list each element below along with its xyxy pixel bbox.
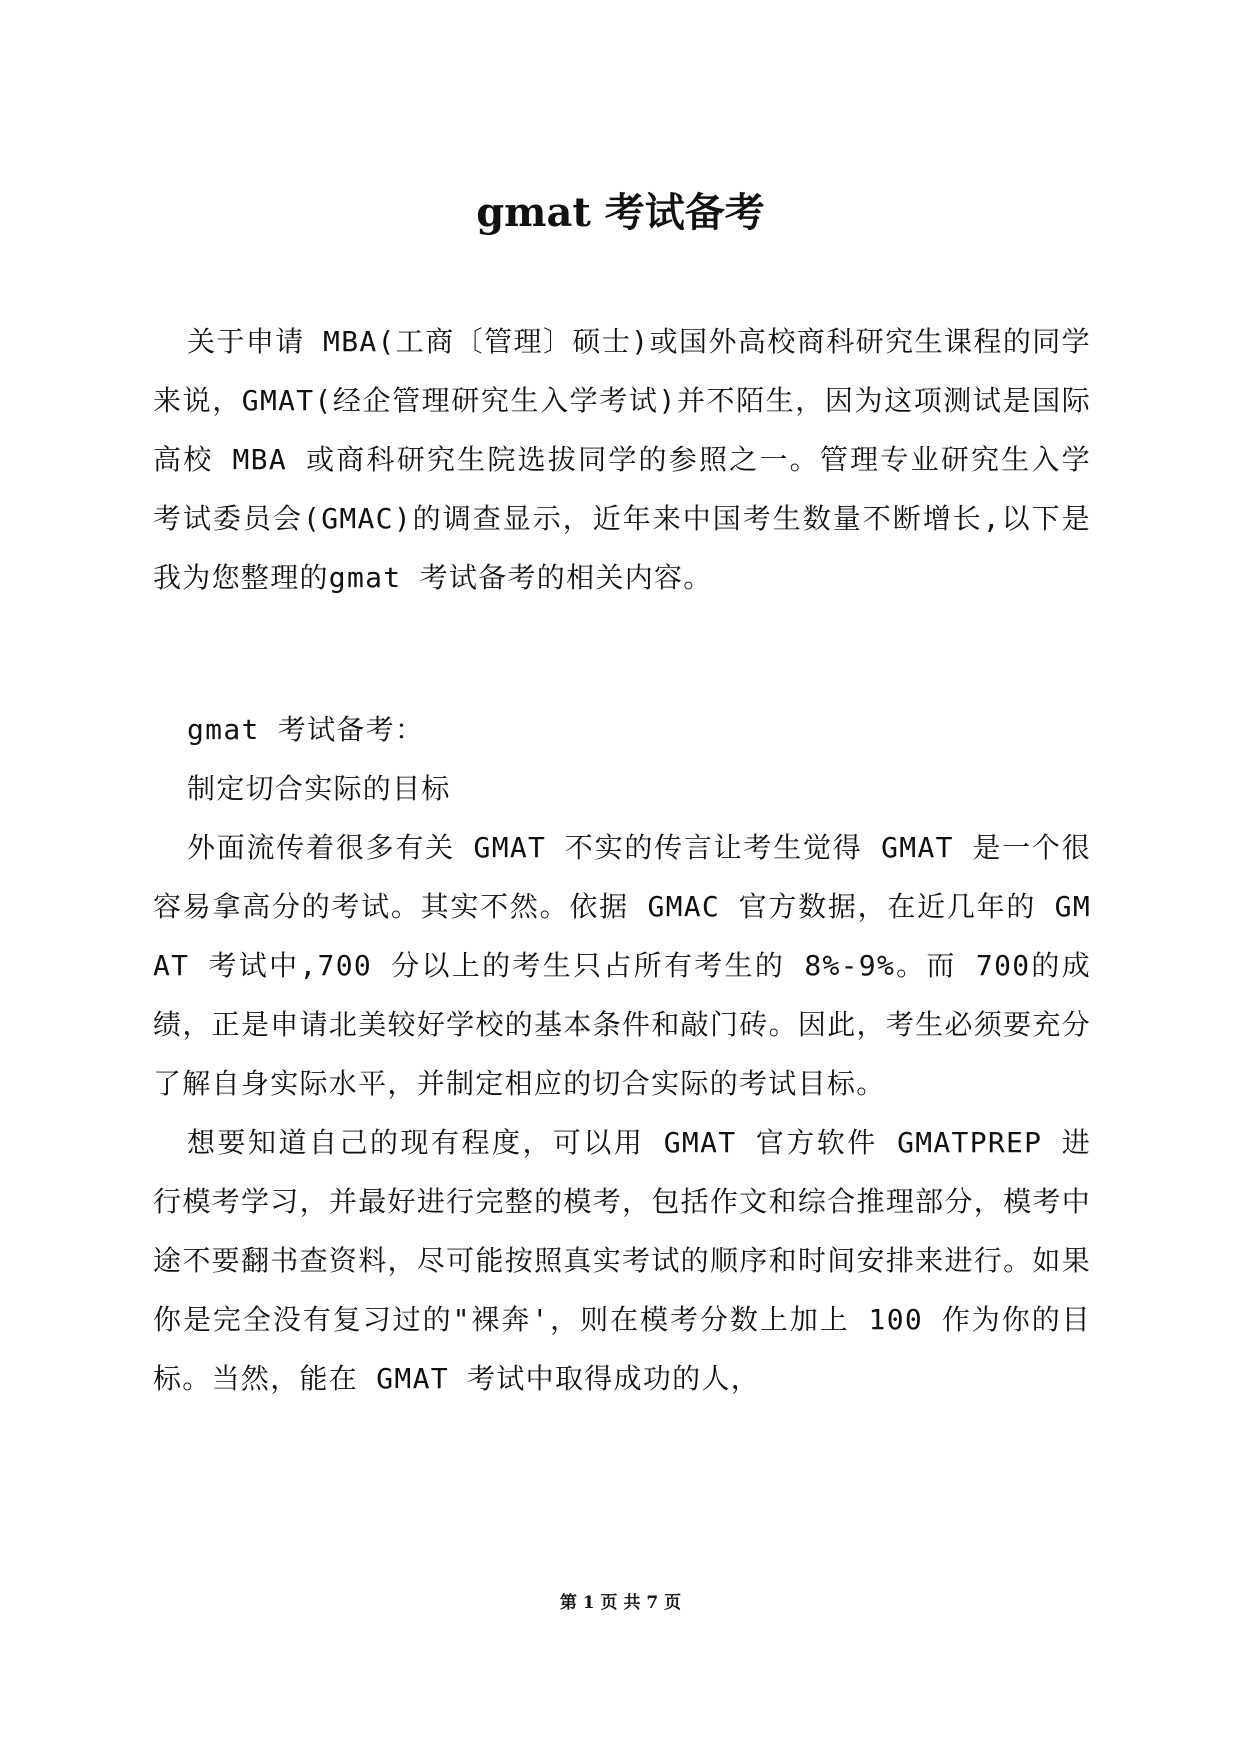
intro-block (153, 312, 1091, 607)
intro-paragraph: 关于申请 MBA(工商〔管理〕硕士)或国外高校商科研究生课程的同学来说，GMAT(经企管理研究生入学考试)并不陌生，因为这项测试是国际高校 MBA 或商科研究生院选拔同学的参照之一。管理专业研究生入学考试委员会(GMAC)的调查显示，近年来中国考生数量不断增长,以下是我为您整理的gmat 考试备考的相关内容。 (153, 325, 1091, 594)
body-paragraph-1: 外面流传着很多有关 GMAT 不实的传言让考生觉得 GMAT 是一个很容易拿高分的考试。其实不然。依据 GMAC 官方数据，在近几年的 GMAT 考试中,700 分以上的考生只占所有考生的 8%-9%。而 700的成绩，正是申请北美较好学校的基本条件和敲门砖。因此，考生必须要充分了解自身实际水平，并制定相应的切合实际的考试目标。 (153, 831, 1091, 1100)
subheading: 制定切合实际的目标 (187, 772, 451, 805)
section-block (153, 700, 1091, 1408)
body-paragraph-2: 想要知道自己的现有程度，可以用 GMAT 官方软件 GMATPREP 进行模考学习，并最好进行完整的模考，包括作文和综合推理部分，模考中途不要翻书查资料，尽可能按照真实考试的顺序和时间安排来进行。如果你是完全没有复习过的"裸奔'，则在模考分数上加上 100 作为你的目标。当然，能在 GMAT 考试中取得成功的人， (153, 1126, 1091, 1395)
section-heading: gmat 考试备考： (187, 713, 425, 746)
page-footer: 第 1 页 共 7 页 (559, 1593, 682, 1613)
document-title: gmat 考试备考 (476, 189, 765, 236)
